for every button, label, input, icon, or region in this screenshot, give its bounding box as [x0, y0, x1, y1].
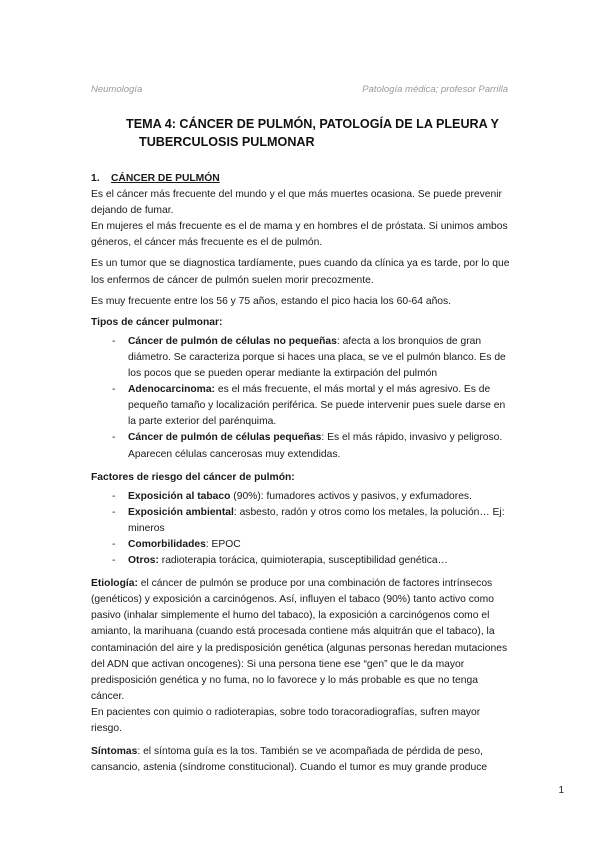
- risk-text: : asbesto, radón y otros como los metales, la polución… Ej: mineros: [128, 506, 505, 534]
- symptoms-text: : el síntoma guía es la tos. También se ve acompañada de pérdida de peso, cansancio, astenia (síndrome constitucional). Cuando el tumor es muy grande produce: [91, 746, 488, 774]
- list-item: [91, 505, 511, 537]
- risk-label: Otros:: [128, 555, 159, 567]
- risk-text: radioterapia torácica, quimioterapia, susceptibilidad genética…: [158, 555, 448, 567]
- risk-list: [91, 489, 511, 569]
- symptoms-label: Síntomas: [91, 746, 138, 758]
- types-list: [91, 334, 511, 463]
- risk-label: Exposición al tabaco: [128, 490, 231, 502]
- risk-text: : EPOC: [205, 538, 241, 550]
- paragraph-symptoms: [91, 744, 511, 776]
- list-item: [91, 334, 511, 382]
- etiology-text: el cáncer de pulmón se produce por una combinación de factores intrínsecos (genéticos) y exposición a carcinógenos. Así, influyen el tabaco (90%) tanto activo como pasivo (inhalar simplemente el humo del tabaco), la exposición a carcinógenos como el amianto, la marihuana (cuando está procesada contiene más alquitrán que el tabaco), la contaminación del aire y la predisposición genética (algunas personas heredan mutaciones del ADN que activan oncogenes): Si una persona tiene ese “gen” que le da mayor predisposición genética y no fuma, no lo favorece y lo más probable es que no tenga cáncer.: [91, 578, 508, 702]
- types-heading: Tipos de cáncer pulmonar:: [91, 316, 223, 328]
- document-title: [126, 115, 506, 151]
- list-item: [91, 382, 511, 430]
- type-label: Cáncer de pulmón de células no pequeñas: [128, 335, 337, 347]
- paragraph-etiology-risk: En pacientes con quimio o radioterapias, sobre todo toracoradiografías, sufren mayor riesgo.: [91, 706, 481, 734]
- header-subject: Neumología: [91, 84, 143, 95]
- etiology-label: Etiología:: [91, 578, 138, 590]
- header-course: Patología médica; profesor Parrilla: [362, 84, 508, 95]
- section-heading: [91, 171, 511, 187]
- risk-label: Comorbilidades: [128, 538, 206, 550]
- title-line-2: TUBERCULOSIS PULMONAR: [139, 135, 315, 149]
- list-item: [91, 553, 511, 569]
- risk-text: (90%): fumadores activos y pasivos, y exfumadores.: [230, 490, 472, 502]
- risk-heading: Factores de riesgo del cáncer de pulmón:: [91, 471, 295, 483]
- paragraph-intro: Es el cáncer más frecuente del mundo y el que más muertes ocasiona. Se puede prevenir dejando de fumar.: [91, 189, 502, 217]
- list-item: [91, 489, 511, 505]
- paragraph-gender: En mujeres el más frecuente es el de mama y en hombres el de próstata. Si unimos ambos géneros, el cáncer más frecuente es el de pulmón.: [91, 221, 508, 249]
- paragraph-etiology: [91, 576, 511, 705]
- type-text: : Es el más rápido, invasivo y peligroso. Aparecen células cancerosas muy extendidas.: [128, 432, 503, 460]
- list-item: [91, 537, 511, 553]
- document-body: [91, 171, 511, 776]
- type-text: es el más frecuente, el más mortal y el más agresivo. Es de pequeño tamaño y localización periférica. Se puede intervenir pues suele darse en la parte exterior del parénquima.: [128, 384, 506, 428]
- type-label: Cáncer de pulmón de células pequeñas: [128, 432, 322, 444]
- paragraph-age: Es muy frecuente entre los 56 y 75 años, estando el pico hacia los 60-64 años.: [91, 295, 452, 307]
- risk-label: Exposición ambiental: [128, 506, 234, 518]
- paragraph-diagnosis: Es un tumor que se diagnostica tardíamente, pues cuando da clínica ya es tarde, por lo que los enfermos de cáncer de pulmón suelen morir precozmente.: [91, 258, 510, 286]
- page-number: 1: [558, 785, 564, 796]
- section-heading-text: CÁNCER DE PULMÓN: [111, 173, 220, 184]
- list-item: [91, 430, 511, 462]
- type-label: Adenocarcinoma:: [128, 384, 215, 396]
- section-number: 1.: [91, 173, 100, 184]
- title-line-1: TEMA 4: CÁNCER DE PULMÓN, PATOLOGÍA DE LA PLEURA Y: [126, 117, 499, 131]
- type-text: : afecta a los bronquios de gran diámetro. Se caracteriza porque si haces una placa, se ve el pulmón blanco. Es de los pocos que se pueden operar mediante la extirpación del pulmón: [128, 335, 506, 380]
